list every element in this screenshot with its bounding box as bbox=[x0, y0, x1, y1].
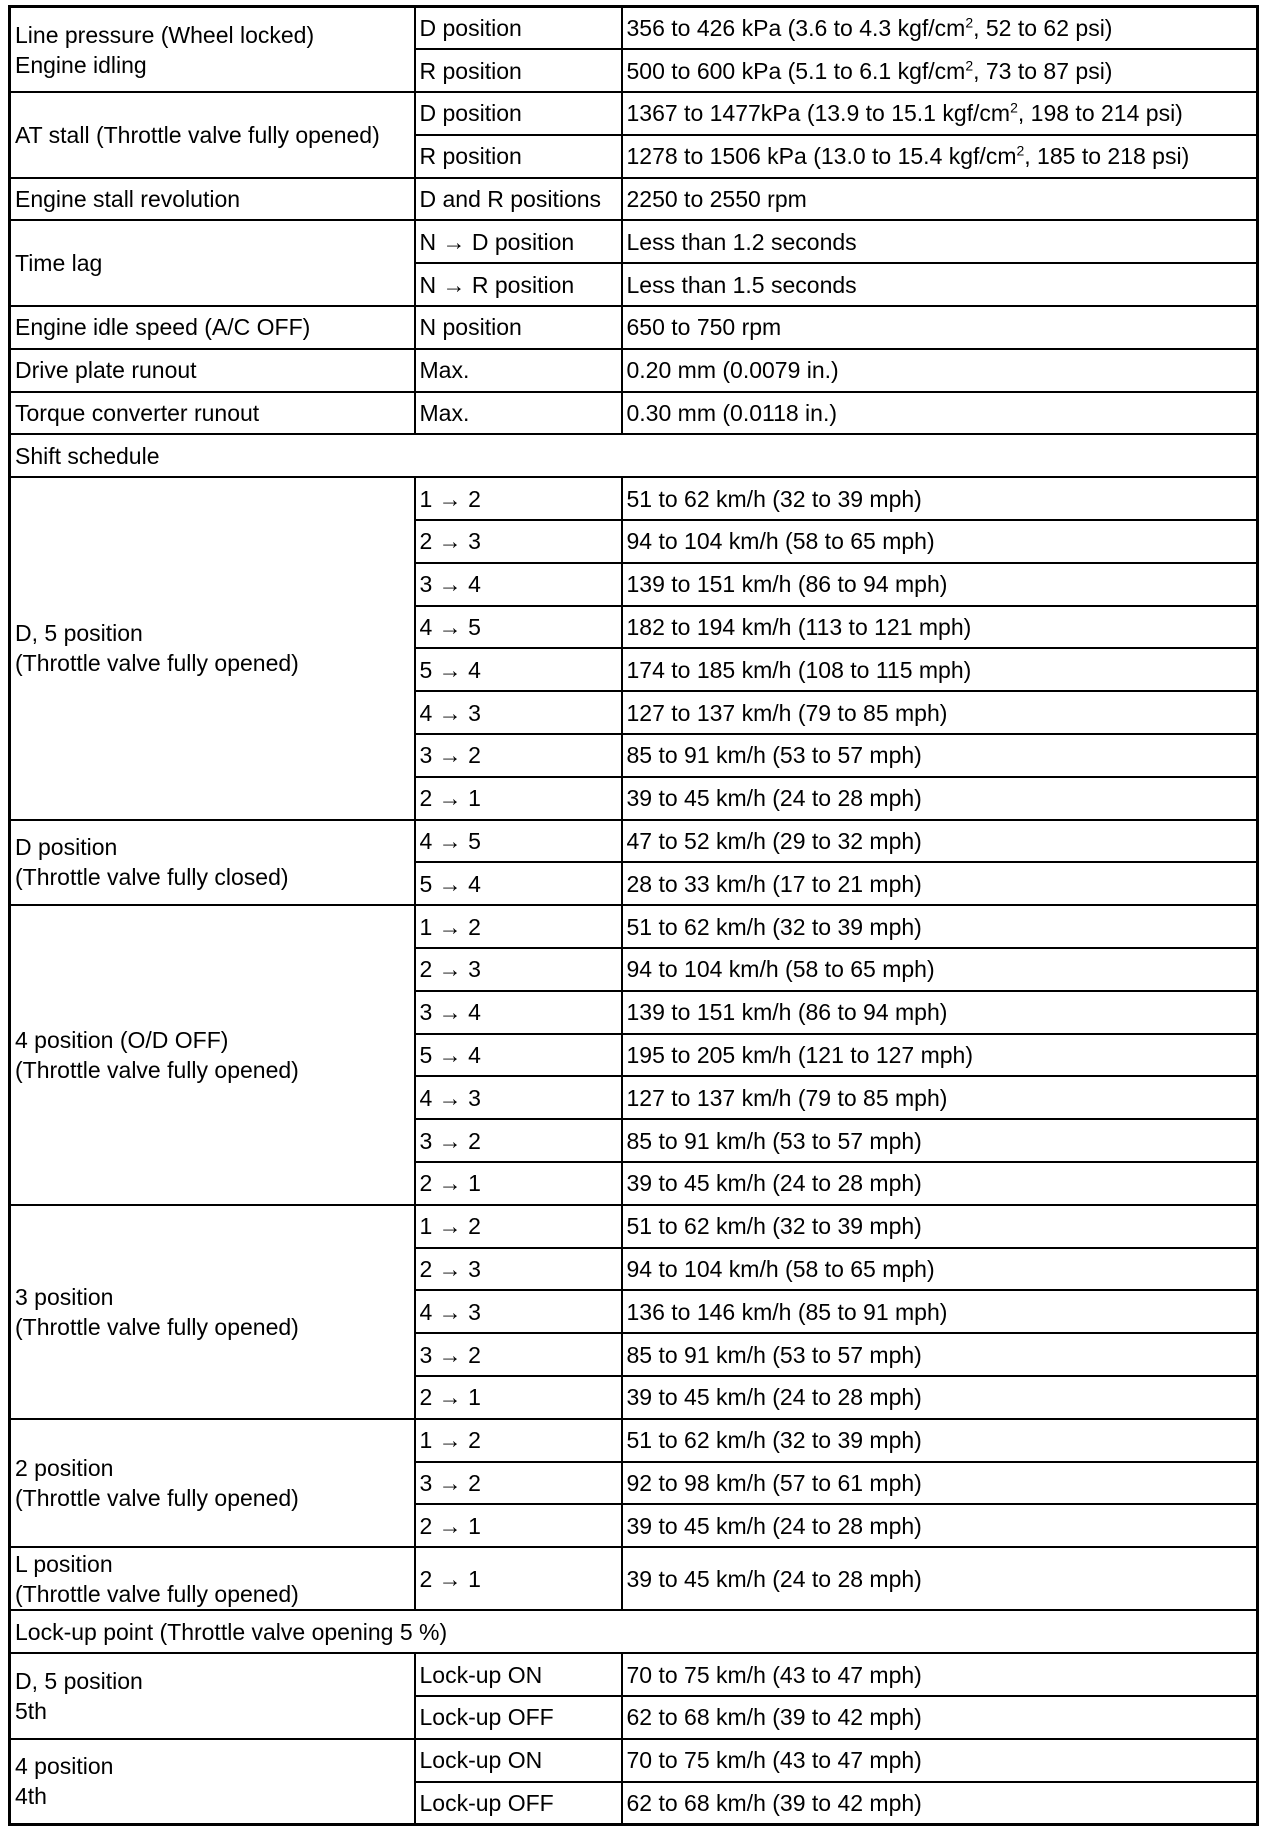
value-cell: 1367 to 1477kPa (13.9 to 15.1 kgf/$cm^2$, 198 to 214 psi) bbox=[622, 92, 1258, 135]
condition-cell: Lock-up ON bbox=[415, 1739, 622, 1782]
value-cell: 94 to 104 km/h (58 to 65 mph) bbox=[622, 948, 1258, 991]
condition-cell: Lock-up OFF bbox=[415, 1696, 622, 1739]
item-cell bbox=[10, 1653, 415, 1739]
condition-cell: 1 → 2 bbox=[415, 1419, 622, 1462]
value-cell: 356 to 426 kPa (3.6 to 4.3 kgf/$cm^2$, 52 to 62 psi) bbox=[622, 7, 1258, 50]
value-cell: 139 to 151 km/h (86 to 94 mph) bbox=[622, 991, 1258, 1034]
cell-line: 3 position bbox=[15, 1283, 114, 1310]
condition-cell: 2 → 1 bbox=[415, 1376, 622, 1419]
value-cell: 85 to 91 km/h (53 to 57 mph) bbox=[622, 1333, 1258, 1376]
cell-line: (Throttle valve fully opened) bbox=[15, 650, 299, 677]
value-cell: 127 to 137 km/h (79 to 85 mph) bbox=[622, 691, 1258, 734]
condition-cell: 1 → 2 bbox=[415, 905, 622, 948]
table-row bbox=[10, 1739, 1258, 1782]
value-cell: 51 to 62 km/h (32 to 39 mph) bbox=[622, 1419, 1258, 1462]
value-cell: 62 to 68 km/h (39 to 42 mph) bbox=[622, 1696, 1258, 1739]
superscript-2: 2 bbox=[965, 57, 974, 74]
value-cell: 39 to 45 km/h (24 to 28 mph) bbox=[622, 1547, 1258, 1610]
item-cell bbox=[10, 820, 415, 906]
table-row bbox=[10, 392, 1258, 435]
table-row bbox=[10, 220, 1258, 263]
value-cell: 139 to 151 km/h (86 to 94 mph) bbox=[622, 563, 1258, 606]
item-cell: Drive plate runout bbox=[10, 349, 415, 392]
table-row bbox=[10, 434, 1258, 477]
cell-line: (Throttle valve fully opened) bbox=[15, 1057, 299, 1084]
condition-cell: 3 → 2 bbox=[415, 734, 622, 777]
table-row bbox=[10, 7, 1258, 50]
condition-cell: 3 → 2 bbox=[415, 1333, 622, 1376]
cell-line: 4 position (O/D OFF) bbox=[15, 1027, 229, 1054]
table-row bbox=[10, 349, 1258, 392]
item-cell bbox=[10, 477, 415, 819]
condition-cell: 4 → 3 bbox=[415, 1290, 622, 1333]
condition-cell: 1 → 2 bbox=[415, 1205, 622, 1248]
section-header-cell: Shift schedule bbox=[10, 434, 1258, 477]
item-cell bbox=[10, 7, 415, 93]
condition-cell: Lock-up ON bbox=[415, 1653, 622, 1696]
condition-cell: 3 → 4 bbox=[415, 991, 622, 1034]
item-cell bbox=[10, 905, 415, 1205]
condition-cell: 2 → 1 bbox=[415, 1162, 622, 1205]
cell-line: 4 position bbox=[15, 1753, 114, 1780]
condition-cell: D position bbox=[415, 92, 622, 135]
table-row bbox=[10, 477, 1258, 520]
table-row bbox=[10, 1547, 1258, 1610]
value-cell: 51 to 62 km/h (32 to 39 mph) bbox=[622, 905, 1258, 948]
condition-cell: 4 → 3 bbox=[415, 691, 622, 734]
cell-line: D, 5 position bbox=[15, 620, 143, 647]
item-cell: Engine idle speed (A/C OFF) bbox=[10, 306, 415, 349]
table-row bbox=[10, 1610, 1258, 1653]
value-cell: 70 to 75 km/h (43 to 47 mph) bbox=[622, 1739, 1258, 1782]
item-cell bbox=[10, 1739, 415, 1825]
condition-cell: D and R positions bbox=[415, 178, 622, 221]
condition-cell: 1 → 2 bbox=[415, 477, 622, 520]
condition-cell: 3 → 4 bbox=[415, 563, 622, 606]
value-cell: 2250 to 2550 rpm bbox=[622, 178, 1258, 221]
value-cell: 500 to 600 kPa (5.1 to 6.1 kgf/$cm^2$, 73 to 87 psi) bbox=[622, 49, 1258, 92]
value-cell: 39 to 45 km/h (24 to 28 mph) bbox=[622, 1376, 1258, 1419]
condition-cell: R position bbox=[415, 49, 622, 92]
condition-cell: 3 → 2 bbox=[415, 1119, 622, 1162]
cell-line: 5th bbox=[15, 1697, 47, 1724]
item-cell bbox=[10, 1205, 415, 1419]
value-cell: 39 to 45 km/h (24 to 28 mph) bbox=[622, 1162, 1258, 1205]
condition-cell: Lock-up OFF bbox=[415, 1782, 622, 1825]
item-cell: Engine stall revolution bbox=[10, 178, 415, 221]
value-cell: 94 to 104 km/h (58 to 65 mph) bbox=[622, 1248, 1258, 1291]
condition-cell: 5 → 4 bbox=[415, 862, 622, 905]
specification-table bbox=[8, 5, 1259, 1826]
value-cell: 85 to 91 km/h (53 to 57 mph) bbox=[622, 734, 1258, 777]
table-row bbox=[10, 92, 1258, 135]
value-cell: 136 to 146 km/h (85 to 91 mph) bbox=[622, 1290, 1258, 1333]
value-cell: 182 to 194 km/h (113 to 121 mph) bbox=[622, 606, 1258, 649]
item-cell: AT stall (Throttle valve fully opened) bbox=[10, 92, 415, 178]
value-cell: 195 to 205 km/h (121 to 127 mph) bbox=[622, 1034, 1258, 1077]
value-cell: Less than 1.2 seconds bbox=[622, 220, 1258, 263]
cell-line: D, 5 position bbox=[15, 1667, 143, 1694]
cell-line: (Throttle valve fully closed) bbox=[15, 864, 289, 891]
condition-cell: R position bbox=[415, 135, 622, 178]
cell-line: (Throttle valve fully opened) bbox=[15, 1484, 299, 1511]
condition-cell: 4 → 5 bbox=[415, 820, 622, 863]
value-cell: 28 to 33 km/h (17 to 21 mph) bbox=[622, 862, 1258, 905]
condition-cell: Max. bbox=[415, 349, 622, 392]
condition-cell: 2 → 3 bbox=[415, 520, 622, 563]
value-cell: 94 to 104 km/h (58 to 65 mph) bbox=[622, 520, 1258, 563]
condition-cell: 3 → 2 bbox=[415, 1462, 622, 1505]
cell-line: D position bbox=[15, 834, 118, 861]
value-cell: 39 to 45 km/h (24 to 28 mph) bbox=[622, 1504, 1258, 1547]
condition-cell: 4 → 3 bbox=[415, 1076, 622, 1119]
condition-cell: 2 → 1 bbox=[415, 1547, 622, 1610]
superscript-2: 2 bbox=[1016, 142, 1025, 159]
cell-line: 4th bbox=[15, 1783, 47, 1810]
table-row bbox=[10, 306, 1258, 349]
condition-cell: N → D position bbox=[415, 220, 622, 263]
superscript-2: 2 bbox=[965, 14, 974, 31]
condition-cell: 2 → 1 bbox=[415, 1504, 622, 1547]
table-row bbox=[10, 820, 1258, 863]
value-cell: Less than 1.5 seconds bbox=[622, 263, 1258, 306]
specification-table-body bbox=[10, 7, 1258, 1825]
condition-cell: 2 → 3 bbox=[415, 948, 622, 991]
cell-line: L position bbox=[15, 1550, 113, 1577]
table-row bbox=[10, 1653, 1258, 1696]
value-cell: 70 to 75 km/h (43 to 47 mph) bbox=[622, 1653, 1258, 1696]
value-cell: 62 to 68 km/h (39 to 42 mph) bbox=[622, 1782, 1258, 1825]
cell-line: Engine idling bbox=[15, 51, 147, 78]
cell-line: (Throttle valve fully opened) bbox=[15, 1313, 299, 1340]
value-cell: 1278 to 1506 kPa (13.0 to 15.4 kgf/$cm^2$, 185 to 218 psi) bbox=[622, 135, 1258, 178]
condition-cell: 2 → 3 bbox=[415, 1248, 622, 1291]
superscript-2: 2 bbox=[1010, 99, 1018, 116]
cell-line: (Throttle valve fully opened) bbox=[15, 1580, 299, 1607]
condition-cell: D position bbox=[415, 7, 622, 50]
condition-cell: Max. bbox=[415, 392, 622, 435]
value-cell: 0.30 mm (0.0118 in.) bbox=[622, 392, 1258, 435]
cell-line: 2 position bbox=[15, 1454, 114, 1481]
value-cell: 85 to 91 km/h (53 to 57 mph) bbox=[622, 1119, 1258, 1162]
condition-cell: 2 → 1 bbox=[415, 777, 622, 820]
item-cell: Time lag bbox=[10, 220, 415, 306]
condition-cell: N position bbox=[415, 306, 622, 349]
value-cell: 92 to 98 km/h (57 to 61 mph) bbox=[622, 1462, 1258, 1505]
item-cell: Torque converter runout bbox=[10, 392, 415, 435]
value-cell: 127 to 137 km/h (79 to 85 mph) bbox=[622, 1076, 1258, 1119]
item-cell bbox=[10, 1419, 415, 1547]
table-row bbox=[10, 178, 1258, 221]
value-cell: 39 to 45 km/h (24 to 28 mph) bbox=[622, 777, 1258, 820]
condition-cell: 5 → 4 bbox=[415, 1034, 622, 1077]
table-row bbox=[10, 905, 1258, 948]
value-cell: 51 to 62 km/h (32 to 39 mph) bbox=[622, 477, 1258, 520]
value-cell: 51 to 62 km/h (32 to 39 mph) bbox=[622, 1205, 1258, 1248]
condition-cell: 5 → 4 bbox=[415, 648, 622, 691]
value-cell: 0.20 mm (0.0079 in.) bbox=[622, 349, 1258, 392]
condition-cell: 4 → 5 bbox=[415, 606, 622, 649]
section-header-cell: Lock-up point (Throttle valve opening 5 %) bbox=[10, 1610, 1258, 1653]
table-row bbox=[10, 1205, 1258, 1248]
item-cell bbox=[10, 1547, 415, 1610]
value-cell: 174 to 185 km/h (108 to 115 mph) bbox=[622, 648, 1258, 691]
condition-cell: N → R position bbox=[415, 263, 622, 306]
cell-line: Line pressure (Wheel locked) bbox=[15, 21, 315, 48]
value-cell: 650 to 750 rpm bbox=[622, 306, 1258, 349]
value-cell: 47 to 52 km/h (29 to 32 mph) bbox=[622, 820, 1258, 863]
table-row bbox=[10, 1419, 1258, 1462]
